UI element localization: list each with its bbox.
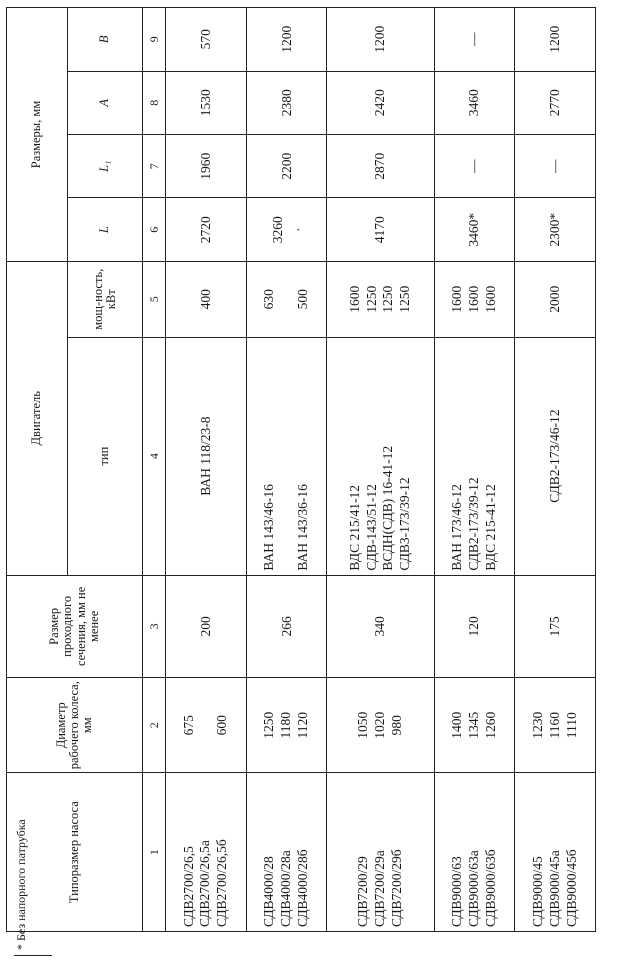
header-L: L	[68, 198, 143, 261]
pump-name: СДВ4000/28	[261, 856, 277, 927]
col-number: 8	[143, 71, 166, 134]
col-number: 1	[143, 773, 166, 932]
pump-name: СДВ9000/45	[529, 856, 545, 927]
header-section-size: Размер проходного сечения, мм не менее	[7, 575, 143, 678]
table-row	[515, 8, 596, 932]
header-A: A	[68, 71, 143, 134]
pump-name: СДВ2700/26,5	[180, 846, 196, 927]
section-value: 200	[166, 575, 247, 678]
engine-power: 1600	[346, 285, 362, 313]
engine-power: 400	[166, 261, 247, 337]
section-value: 175	[515, 575, 596, 678]
size-A: 3460	[434, 71, 515, 134]
col-number: 3	[143, 575, 166, 678]
table-row	[246, 8, 327, 932]
size-L-value: 3260	[269, 216, 285, 244]
diameter-value: 675	[180, 715, 196, 736]
size-A: 2420	[327, 71, 434, 134]
header-engine: Двигатель	[7, 261, 68, 575]
engine-type	[278, 341, 295, 571]
size-L: 2300*	[515, 198, 596, 261]
col-number: 5	[143, 261, 166, 337]
diameter-value: 1230	[529, 711, 545, 739]
engine-type: ВАН 143/46-16	[261, 484, 277, 571]
size-L: 4170	[327, 198, 434, 261]
size-A: 1530	[166, 71, 247, 134]
size-A: 2380	[246, 71, 327, 134]
size-B: 1200	[327, 8, 434, 72]
engine-type: ВДС 215-41-12	[482, 484, 498, 571]
pump-name: СДВ9000/45б	[563, 849, 579, 927]
pump-names	[434, 773, 515, 932]
engine-types	[246, 337, 327, 575]
engine-type: СДВ-143/51-12	[363, 484, 379, 571]
diameter-value: 1260	[482, 711, 498, 739]
pump-name: СДВ7200/29а	[372, 850, 388, 927]
pump-name: СДВ9000/63а	[465, 850, 481, 927]
table-row	[166, 8, 247, 932]
engine-powers	[434, 261, 515, 337]
wheel-diameters	[434, 678, 515, 773]
table-row	[327, 8, 434, 932]
engine-types	[434, 337, 515, 575]
diameter-value: 1400	[449, 711, 465, 739]
pump-names	[327, 773, 434, 932]
header-B: B	[68, 8, 143, 72]
size-B: —	[434, 8, 515, 72]
pump-name: СДВ9000/45а	[546, 850, 562, 927]
column-number-row	[143, 8, 166, 932]
wheel-diameters	[327, 678, 434, 773]
diameter-value: 1050	[355, 711, 371, 739]
size-L: 3460*	[434, 198, 515, 261]
header-engine-power: мощ-ность, кВт	[68, 261, 143, 337]
col-number: 4	[143, 337, 166, 575]
diameter-value	[197, 681, 214, 769]
pump-name: СДВ7200/29	[355, 856, 371, 927]
pump-spec-table	[6, 7, 596, 932]
header-L1: L₁	[68, 134, 143, 197]
engine-power: 630	[261, 289, 277, 310]
engine-power: 1250	[397, 285, 413, 313]
size-B: 1200	[515, 8, 596, 72]
pump-name: СДВ9000/63	[449, 856, 465, 927]
engine-power: 1600	[449, 285, 465, 313]
engine-power: 1250	[380, 285, 396, 313]
header-wheel-diameter: Диаметр рабочего колеса, мм	[7, 678, 143, 773]
pump-names	[246, 773, 327, 932]
wheel-diameters	[515, 678, 596, 773]
diameter-value: 980	[388, 715, 404, 736]
size-L1: 2200	[246, 134, 327, 197]
header-engine-type: тип	[68, 337, 143, 575]
size-L1: 1960	[166, 134, 247, 197]
engine-types	[327, 337, 434, 575]
col-number: 6	[143, 198, 166, 261]
engine-power: 500	[295, 289, 311, 310]
col-number: 7	[143, 134, 166, 197]
engine-powers	[327, 261, 434, 337]
wheel-diameters	[246, 678, 327, 773]
header-sizes: Размеры, мм	[7, 8, 68, 262]
engine-type: СДВ3-173/39-12	[397, 477, 413, 571]
pump-name: СДВ9000/63б	[482, 849, 498, 927]
pump-name: СДВ2700/26,5а	[197, 840, 213, 927]
header-row-top	[7, 8, 68, 932]
size-L	[246, 198, 327, 261]
engine-type: ВАН 143/36-16	[295, 484, 311, 571]
engine-type: ВАН 173/46-12	[449, 484, 465, 571]
engine-type: ВДС 215/41-12	[346, 485, 362, 571]
engine-type: СДВ2-173/39-12	[465, 477, 481, 571]
diameter-value: 1345	[465, 711, 481, 739]
engine-power: 1600	[482, 285, 498, 313]
size-A: 2770	[515, 71, 596, 134]
engine-power	[278, 265, 295, 334]
col-number: 9	[143, 8, 166, 72]
engine-type: СДВ2-173/46-12	[515, 337, 596, 575]
pump-names	[515, 773, 596, 932]
diameter-value: 600	[214, 715, 230, 736]
header-pump-type: Типоразмер насоса	[7, 773, 143, 932]
engine-power: 1250	[363, 285, 379, 313]
footnote-text: * Без напорного патрубка	[14, 819, 28, 950]
section-value: 266	[246, 575, 327, 678]
size-L-note: .	[286, 228, 302, 232]
pump-name: СДВ2700/26,5б	[214, 839, 230, 927]
diameter-value: 1180	[278, 711, 294, 739]
engine-type: ВАН 118/23-8	[166, 337, 247, 575]
size-L1: —	[434, 134, 515, 197]
size-L: 2720	[166, 198, 247, 261]
size-B: 570	[166, 8, 247, 72]
wheel-diameters	[166, 678, 247, 773]
section-value: 120	[434, 575, 515, 678]
diameter-value: 1020	[372, 711, 388, 739]
diameter-value: 1120	[295, 711, 311, 739]
size-L1: —	[515, 134, 596, 197]
size-B: 1200	[246, 8, 327, 72]
diameter-value: 1160	[546, 711, 562, 739]
engine-power: 1600	[465, 285, 481, 313]
diameter-value: 1250	[261, 711, 277, 739]
pump-name: СДВ4000/28а	[278, 850, 294, 927]
table-row	[434, 8, 515, 932]
pump-name: СДВ7200/29б	[388, 849, 404, 927]
engine-powers	[246, 261, 327, 337]
engine-power: 2000	[515, 261, 596, 337]
diameter-value: 1110	[563, 712, 579, 739]
engine-type: ВСДН(СДВ) 16-41-12	[380, 445, 396, 571]
col-number: 2	[143, 678, 166, 773]
size-L1: 2870	[327, 134, 434, 197]
section-value: 340	[327, 575, 434, 678]
footnote-rule	[14, 955, 52, 956]
pump-name: СДВ4000/28б	[295, 849, 311, 927]
pump-names	[166, 773, 247, 932]
